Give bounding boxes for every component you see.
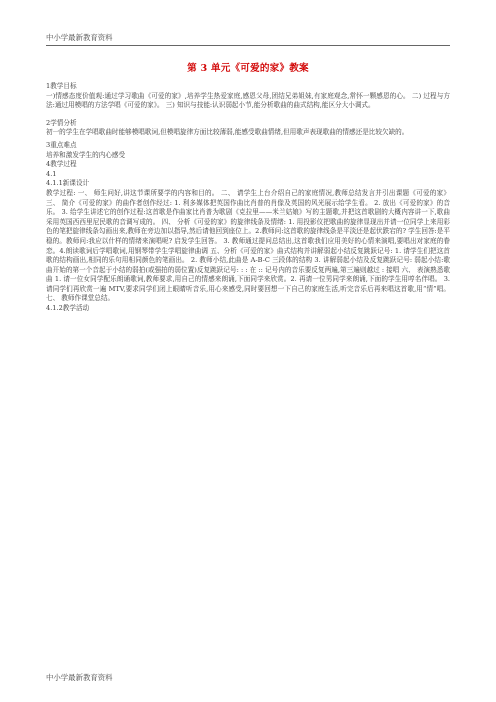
page-footer: 中小学最新教育资料 (46, 673, 113, 682)
process-body: 教学过程: 一、 师生问好,讲这节课所要学的内容和目的。 二、 请学生上台介绍自己的家庭情况,教师总结发言并引出课题《可爱的家》 三、 简介《可爱的家》的曲作者创作经过: 1. 利多媒体把英国作曲比肖普的肖像及英国的风光展示给学生看。 2. 放出《可爱的家》的音乐。 3. 给学生讲述它的创作过程:这首歌是作曲家比肖普为歌剧《克拉里——米兰姑娘》写的主题歌,并把这首歌剧的大概内容讲一下,歌曲采用英国西西里尼民歌的音调写成的。 四、 分析《可爱的家》的旋律线条及情绪: 1. 用投影仪把歌曲的旋律显现出并请一位同学上来用彩色的笔把旋律线条勾画出来,教师在旁边加以指导,然后请他回到座位上。2.教师问:这首歌的旋律线条是平淡还是起伏跌宕的? 学生回答:是平稳的。教师问:我应以什样的情绪来演唱呢? 启发学生回答。 3. 教师通过提问总结出,这首歌我们应用美好的心情来演唱,要唱出对家庭的眷恋。4.朗读歌词后学唱歌词,用钢琴带学生学唱旋律曲调 五、分析《可爱的家》曲式结构并讲解弱起小结反复跳跃记号: 1. 请学生们把这首歌的结构画出,相同的乐句用相同颜色的笔画出。 2. 教师小结,此曲是 A-B-C 三段体的结构 3. 讲解弱起小结及反复跳跃记号: 弱起小结:歌曲开始的第一个音起于小结的弱拍(或强拍的弱位置)反复跳跃记号: : : 在 :: 记号内的音乐要反复两遍,第三遍则越过 : 接唱 六、 表演熟悉歌曲 1. 请一位女同学配乐朗诵歌词,教师要求,用自己的情感来朗诵,下面同学来欣赏。2. 再请一位男同学来朗诵,下面的学生用哼名伴唱。 3. 请同学们再欣赏一遍 MTV,要求同学们闭上眼睛听音乐,用心来感受,同时要回想一下自己的家庭生活,听完音乐后再来唱这首歌,用“情”唱。 七、 教师作课堂总结。 (46, 188, 450, 303)
document-body (46, 82, 450, 314)
page-header: 中小学最新教育资料 (46, 33, 113, 42)
process-heading: 4教学过程 (46, 160, 77, 169)
analysis-body: 初一的学生在学唱歌曲时能够模唱歌词,但模唱旋律方面比较薄弱,能感受歌曲情绪,但用歌声表现歌曲的情感还是比较欠缺的。 (46, 128, 409, 137)
focus-body: 培养和激发学生的内心感受 (46, 150, 126, 159)
activity-heading: 4.1.2教学活动 (46, 304, 90, 313)
analysis-heading: 2学情分析 (46, 118, 77, 127)
objectives-heading: 1教学目标 (46, 82, 77, 90)
document-title: 第 3 单元《可爱的家》教案 (187, 63, 309, 74)
objectives-body: 一)情感态度价值观:通过学习歌曲《可爱的家》,培养学生热爱家庭,感恩父母,团结兄弟姐妹,有家庭观念,常怀一颗感恩的心。 二) 过程与方法:通过用模唱的方法学唱《可爱的家》。 三) 知识与技能:认识弱起小节,能分析歌曲的曲式结构,能区分大小调式。 (46, 91, 450, 110)
focus-heading: 3重点难点 (46, 140, 77, 149)
section-4-1: 4.1 (46, 169, 57, 178)
header-divider (46, 45, 450, 46)
section-4-1-1: 4.1.1新课设计 (46, 179, 90, 188)
